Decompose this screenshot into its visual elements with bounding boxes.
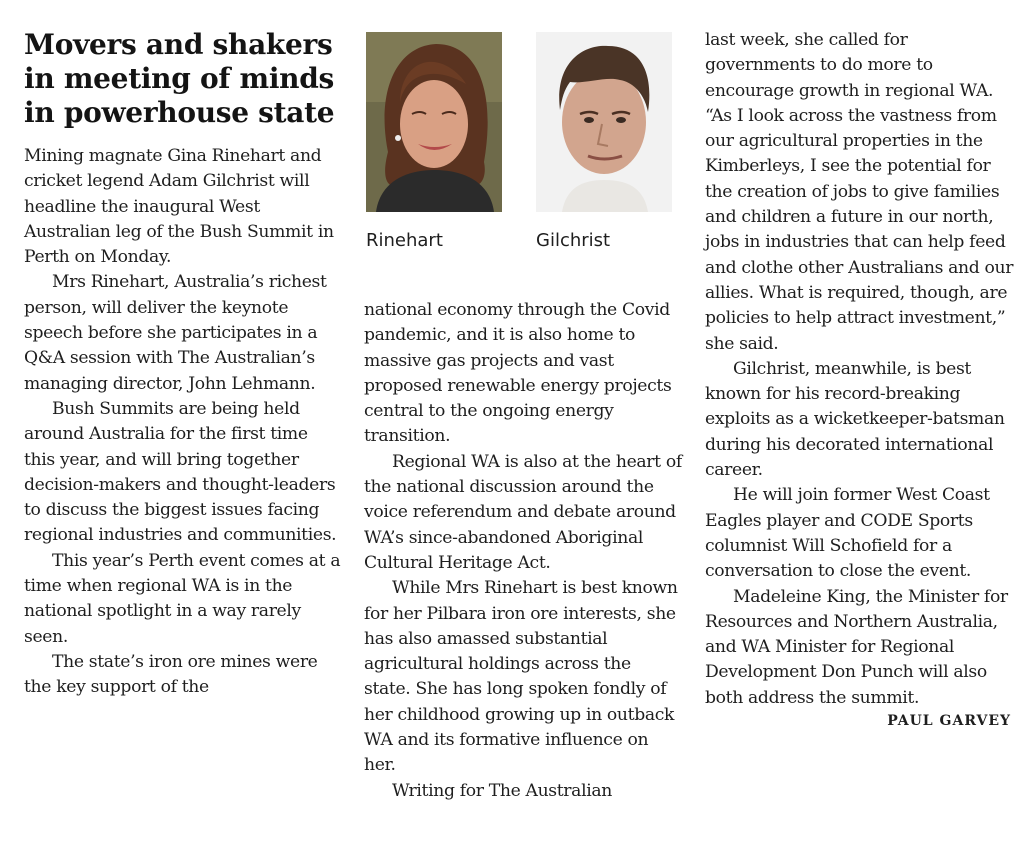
- column-3: [705, 28, 1015, 729]
- paragraph: This year’s Perth event comes at a time when regional WA is in the national spotlight in a way rarely seen.: [24, 550, 341, 647]
- column-1-body: [24, 144, 342, 701]
- column-2: [364, 28, 682, 804]
- gilchrist-caption: Gilchrist: [536, 230, 611, 251]
- paragraph: Writing for The Australian: [392, 780, 612, 801]
- paragraph: Mrs Rinehart, Australia’s richest person, will deliver the keynote speech before she participates in a Q&A session with The Australian’s managing director, John Lehmann.: [24, 272, 327, 394]
- paragraph: Regional WA is also at the heart of the national discussion around the voice referendum and debate around WA’s since-abandoned Aboriginal Cultural Heritage Act.: [364, 451, 682, 573]
- paragraph: The state’s iron ore mines were the key support of the: [24, 651, 318, 698]
- paragraph: While Mrs Rinehart is best known for her Pilbara iron ore interests, she has also amassed substantial agricultural holdings across the state. She has long spoken fondly of her childhood growing up in outback WA and its formative influence on her.: [364, 578, 678, 776]
- byline: PAUL GARVEY: [887, 713, 1011, 730]
- man-portrait-icon: [536, 32, 672, 212]
- photo-row: [364, 28, 682, 298]
- paragraph: Gilchrist, meanwhile, is best known for his record-breaking exploits as a wicketkeeper-batsman during his decorated international career.: [705, 358, 1005, 481]
- column-1: [24, 28, 342, 701]
- paragraph: last week, she called for governments to do more to encourage growth in regional WA. “As I look across the vastness from our agricultural properties in the Kimberleys, I see the potential for the creation of jobs to give families and children a future in our north, jobs in industries that can help feed and clothe other Australians and our allies. What is required, though, are policies to help attract investment,” she said.: [705, 30, 1014, 354]
- paragraph: Mining magnate Gina Rinehart and cricket legend Adam Gilchrist will headline the inaugural West Australian leg of the Bush Summit in Perth on Monday.: [24, 146, 334, 268]
- column-2-body: [364, 298, 682, 804]
- paragraph: Madeleine King, the Minister for Resources and Northern Australia, and WA Minister for Regional Development Don Punch will also both address the summit.: [705, 586, 1008, 708]
- woman-portrait-icon: [366, 32, 502, 212]
- headline: Movers and shakers in meeting of minds in powerhouse state: [24, 28, 335, 129]
- column-3-body: [705, 28, 1015, 711]
- paragraph: He will join former West Coast Eagles player and CODE Sports columnist Will Schofield for a conversation to close the event.: [705, 485, 990, 582]
- paragraph: Bush Summits are being held around Australia for the first time this year, and will bring together decision-makers and thought-leaders to discuss the biggest issues facing regional industries and communities.: [24, 398, 337, 546]
- paragraph: national economy through the Covid pandemic, and it is also home to massive gas projects and vast proposed renewable energy projects central to the ongoing energy transition.: [364, 300, 672, 447]
- gilchrist-photo: [536, 32, 672, 212]
- rinehart-photo: [366, 32, 502, 212]
- rinehart-caption: Rinehart: [366, 230, 443, 251]
